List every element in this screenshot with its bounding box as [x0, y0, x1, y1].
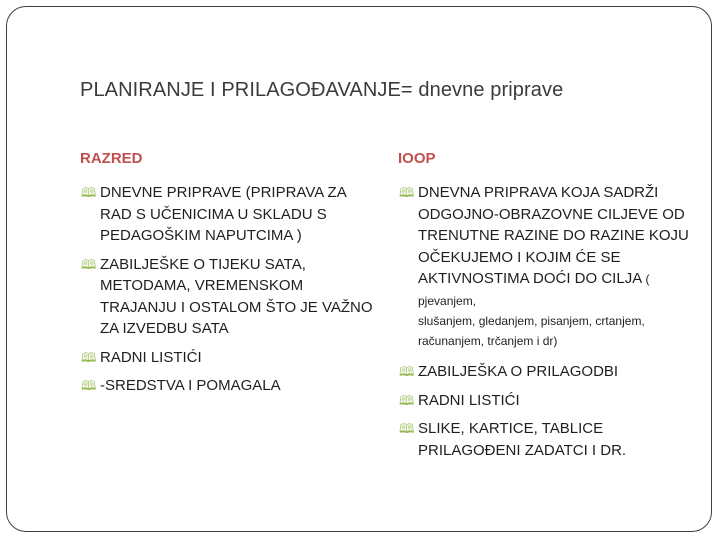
- list-item: [80, 375, 380, 397]
- book-icon: 🕮: [81, 185, 97, 200]
- bullet-text: -SREDSTVA I POMAGALA: [100, 377, 281, 394]
- razred-bullet-list: [80, 182, 380, 397]
- list-item: [398, 390, 698, 412]
- bullet-note-inline: ( pjevanjem,: [418, 272, 650, 308]
- bullet-text: ZABILJEŠKA O PRILAGODBI: [418, 363, 619, 380]
- book-icon: 🕮: [81, 378, 97, 393]
- book-icon: 🕮: [399, 364, 415, 379]
- book-icon: 🕮: [81, 256, 97, 272]
- column-ioop: [398, 150, 698, 468]
- column-heading-razred: RAZRED: [80, 150, 143, 167]
- bullet-text: SLIKE, KARTICE, TABLICE PRILAGOĐENI ZADATCI I DR.: [418, 420, 627, 459]
- bullet-text: RADNI LISTIĆI: [418, 391, 520, 409]
- column-razred: [80, 150, 380, 404]
- bullet-text: DNEVNA PRIPRAVA KOJA SADRŽI ODGOJNO-OBRAZOVNE CILJEVE OD TRENUTNE RAZINE DO RAZINE KOJU OČEKUJEMO I KOJIM ĆE SE AKTIVNOSTIMA DOĆI DO CILJA: [418, 184, 689, 287]
- list-item: [398, 361, 698, 383]
- book-icon: 🕮: [399, 392, 415, 408]
- slide-title: PLANIRANJE I PRILAGOĐAVANJE= dnevne priprave: [80, 79, 564, 101]
- list-item: [80, 182, 380, 247]
- bullet-text: ZABILJEŠKE O TIJEKU SATA, METODAMA, VREMENSKOM TRAJANJU I OSTALOM ŠTO JE VAŽNO ZA IZVEDBU SATA: [100, 255, 373, 337]
- book-icon: 🕮: [399, 185, 415, 200]
- list-item: [80, 347, 380, 369]
- bullet-note: slušanjem, gledanjem, pisanjem, crtanjem, računanjem, trčanjem i dr): [418, 314, 645, 348]
- book-icon: 🕮: [399, 421, 415, 436]
- list-item: [80, 254, 380, 340]
- column-heading-ioop: IOOP: [398, 150, 436, 167]
- bullet-text: DNEVNE PRIPRAVE (PRIPRAVA ZA RAD S UČENICIMA U SKLADU S PEDAGOŠKIM NAPUTCIMA ): [100, 184, 346, 244]
- ioop-bullet-list: [398, 182, 698, 461]
- list-item: [398, 418, 698, 461]
- book-icon: 🕮: [81, 349, 97, 365]
- list-item: [398, 182, 698, 351]
- bullet-text: RADNI LISTIĆI: [100, 348, 202, 366]
